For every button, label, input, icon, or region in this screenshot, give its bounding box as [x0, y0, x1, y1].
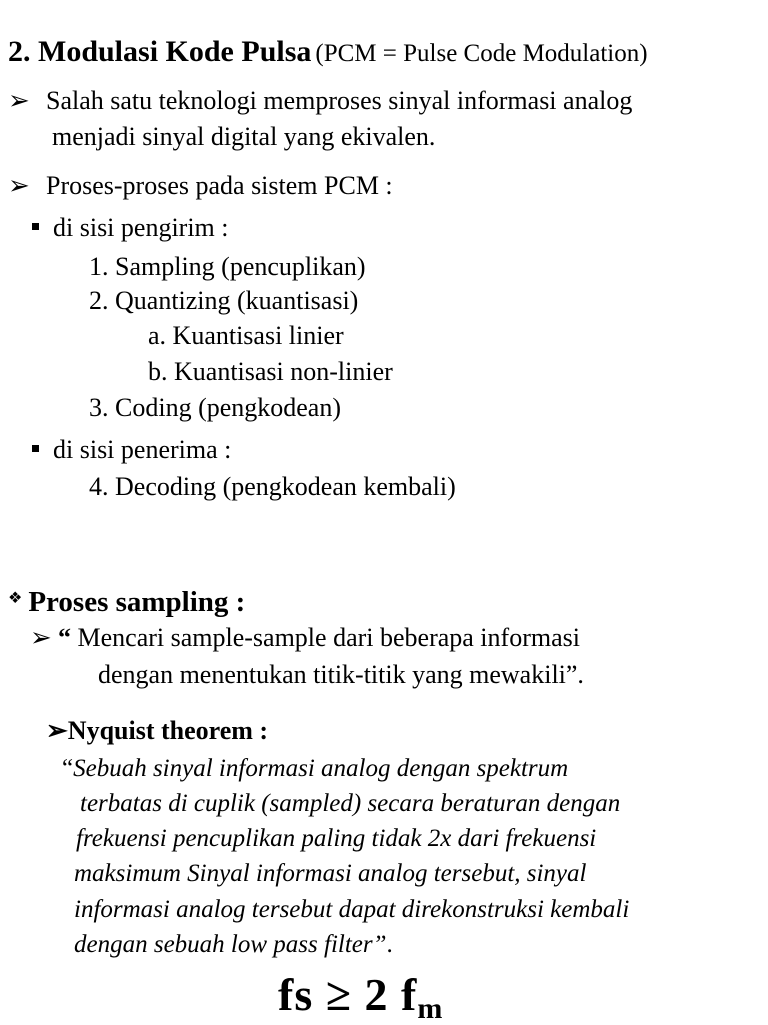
- formula-coefficient: 2: [364, 969, 389, 1020]
- nyquist-heading: [46, 718, 268, 744]
- nyquist-heading-text: Nyquist theorem :: [67, 716, 269, 745]
- arrow-bullet-icon: ➢: [8, 86, 30, 115]
- sampling-line-2: dengan menentukan titik-titik yang mewakili”.: [98, 660, 584, 689]
- point-1-line-2: menjadi sinyal digital yang ekivalen.: [52, 122, 436, 151]
- sender-item-1: 1. Sampling (pencuplikan): [89, 252, 366, 281]
- nyquist-line-2: terbatas di cuplik (sampled) secara beraturan dengan: [80, 790, 621, 817]
- formula-lhs: fs: [278, 969, 314, 1020]
- nyquist-line-6: [74, 932, 393, 957]
- point-2-text: Proses-proses pada sistem PCM :: [46, 171, 393, 200]
- nyquist-end: .: [386, 931, 393, 958]
- arrow-bullet-icon: ➢: [8, 171, 30, 200]
- nyquist-line-5: informasi analog tersebut dapat direkonstruksi kembali: [74, 896, 630, 923]
- diamond-bullet-icon: ❖: [8, 590, 23, 607]
- nyquist-line-1: [62, 756, 568, 781]
- nyquist-line-1-text: Sebuah sinyal informasi analog dengan spektrum: [73, 755, 569, 782]
- sender-label: [32, 215, 229, 241]
- arrow-bullet-icon: ➢: [46, 716, 68, 745]
- nyquist-formula: [278, 969, 444, 1025]
- square-bullet-icon: [32, 445, 39, 452]
- sampling-line-1: Mencari sample-sample dari beberapa informasi: [77, 623, 580, 652]
- point-1: [8, 88, 632, 114]
- nyquist-quote-open: “: [62, 755, 74, 782]
- sampling-heading: [8, 588, 245, 617]
- sender-item-2: 2. Quantizing (kuantisasi): [89, 286, 359, 315]
- arrow-bullet-icon: ➢: [30, 623, 52, 652]
- title-main: 2. Modulasi Kode Pulsa: [8, 35, 312, 68]
- point-1-line-1: Salah satu teknologi memproses sinyal informasi analog: [46, 86, 633, 115]
- page-title: [8, 37, 648, 67]
- receiver-label: [32, 437, 231, 463]
- formula-variable: f: [400, 969, 418, 1020]
- sender-label-text: di sisi pengirim :: [53, 213, 229, 242]
- point-2: [8, 173, 393, 199]
- formula-operator: ≥: [325, 969, 352, 1020]
- sender-item-2a: a. Kuantisasi linier: [148, 321, 344, 350]
- sampling-heading-text: Proses sampling :: [28, 586, 246, 618]
- sender-item-2b: b. Kuantisasi non-linier: [148, 357, 393, 386]
- sampling-quote-open: “: [58, 623, 71, 652]
- sampling-definition: [30, 625, 580, 651]
- nyquist-line-4: maksimum Sinyal informasi analog tersebut, sinyal: [74, 860, 587, 887]
- receiver-item-4: 4. Decoding (pengkodean kembali): [89, 472, 456, 501]
- formula-subscript: m: [417, 992, 444, 1025]
- nyquist-line-3: frekuensi pencuplikan paling tidak 2x dari frekuensi: [76, 825, 597, 852]
- title-sub: (PCM = Pulse Code Modulation): [315, 40, 648, 67]
- square-bullet-icon: [32, 223, 39, 230]
- nyquist-line-6-text: dengan sebuah low pass filter”: [74, 931, 387, 958]
- receiver-label-text: di sisi penerima :: [53, 435, 232, 464]
- sender-item-3: 3. Coding (pengkodean): [89, 393, 342, 422]
